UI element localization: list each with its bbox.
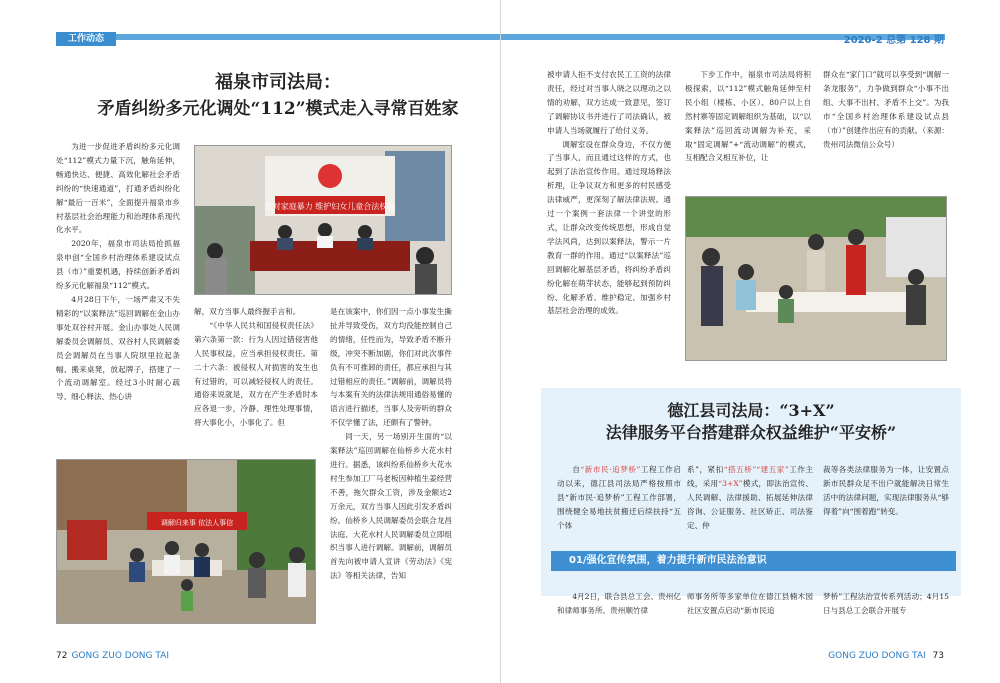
paragraph: 为进一步促进矛盾纠纷多元化调处“112”模式力量下沉，触角延伸，畅通快达、便捷、高效化解社会矛盾纠纷的“快速通道”，打通矛盾纠纷化解“最后一百米”，全面提升福泉市乡村基层社会治理能力和治理体系现代化水平。 [56,142,180,235]
article2-intro-col3 [823,463,949,543]
article1-column-1 [56,140,180,450]
paragraph: 调解室设在群众身边，不仅方便了当事人，而且通过这样的方式，也起到了法治宣传作用。通过现场释法析理，让争议双方和更多的村民感受法律威严，更深刻了解法律法规。通过一个案例一套法律一个讲堂的形式，让群众改变传统思想，形成自觉学法风尚，达到以案释法，警示一片教育一群的作用。通过“以案释法”巡回调解化解基层矛盾，将纠纷矛盾纠纷化解在萌芽状态，能够起到预防纠纷、化解矛盾、维护稳定、加强乡村基层社会治理的成效。 [547,139,671,316]
mediation-room-photo [194,145,452,295]
article1-column-2 [194,305,318,455]
text: 工作主线，采用 [687,465,813,488]
text: 系”，紧扣 [687,465,724,474]
mediation-room-illustration [195,146,452,295]
article1-title-line2: 矛盾纠纷多元化调处“112”模式走入寻常百姓家 [97,99,459,119]
right-footer [828,651,944,661]
article1-title-line1: 福泉市司法局： [215,72,341,93]
paragraph: 2020年，福泉市司法局抢抓福泉申创“全国乡村治理体系建设试点县（市）”重要机遇，持续创新矛盾纠纷多元化解福泉“112”模式。 [56,239,180,291]
article2-section-col1 [557,590,681,620]
courtyard-illustration [57,460,316,624]
article2-intro-col1 [557,463,681,543]
page-number: 73 [932,651,944,661]
paragraph: 被申请人拒不支付农民工工资的法律责任，经过对当事人晓之以理动之以情的劝解，双方达成一致意见，签订了调解协议书并进行了司法确认，被申请人当场就履行了给付义务。 [547,70,671,135]
highlight-text: “新市民·追梦桥” [580,465,641,474]
article1-column-5 [685,68,811,188]
left-footer [56,651,169,661]
paragraph: 师事务所等多家单位在德江县楠木园社区安置点启动“新市民追 [687,592,813,615]
header-rule [56,34,500,40]
outdoor-mediation-photo [685,196,947,361]
paragraph: 群众在“家门口”就可以享受到“调解一条龙服务”，力争做到群众“小事不出组、大事不出村、矛盾不上交”。为我市“全国乡村治理体系建设试点县（市）”创建作出应有的贡献。（来源：贵州司法微信公众号） [823,70,949,149]
banner-text: 调解归来事 依法人事信 [160,519,234,527]
article2-title-line1: 德江县司法局：“3+X” [667,401,835,420]
banner-text: 反对家庭暴力 维护妇女儿童合法权益 [264,202,396,211]
paragraph: 4月28日下午，一场严肃又不失精彩的“以案释法”巡回调解在金山办事处双谷村开展。金山办事处人民调解委员会调解员、双谷村人民调解委员会调解员在当事人院坝里拉起条幅、搬来桌凳，放起牌子，搭建了一个流动调解室。经过3小时耐心疏导、细心释法、热心讲 [56,294,180,402]
paragraph: 4月2日，联合县总工会、贵州亿和律师事务所、贵州顺竹律 [557,592,681,615]
paragraph: 同一天，另一场别开生面的“以案释法”巡回调解在仙桥乡大花水村进行。据悉，该纠纷系仙桥乡大花水村生参加工厂马老板因种植生姜经营不善，拖欠群众工资，涉及金额达2万余元，双方当事人因此引发矛盾纠纷。仙桥乡人民调解委员会联合龙昌法庭、大花水村人民调解委员立即组织当事人进行调解。调解前，调解员首先向被申请人宣讲《劳动法》《宪法》等相关法律，告知 [330,432,452,581]
article2-section-col2 [687,590,813,620]
section-tab: 工作动态 [56,32,116,46]
paragraph: 梦桥”工程法治宣传系列活动；4月15日与县总工会联合开展专 [823,592,949,615]
right-page [500,0,1000,683]
paragraph: 是在该案中，你们因一点小事发生撕扯并导致受伤，双方均没能控制自己的情绪，任性而为，导致矛盾不断升级，冲突不断加剧，你们对此次事件负有不可推卸的责任，都应承担与其过错相应的责任。”调解前，调解员将与本案有关的法律法规用通俗易懂的语言进行描述，当事人及旁听的群众不仅学懂了法，还颇有了警钟。 [330,307,452,428]
paragraph: “《中华人民共和国侵权责任法》第六条第一款：行为人因过错侵害他人民事权益，应当承担侵权责任。第二十六条：被侵权人对损害的发生也有过错的，可以减轻侵权人的责任。通俗来说就是，双方在产生矛盾时本应各退一步，冷静、理性处理事情，将大事化小，小事化了。但 [194,320,318,428]
footer-label: GONG ZUO DONG TAI [71,651,169,661]
article1-column-3 [330,305,452,635]
article1-column-4 [547,68,671,368]
text: 工程工作启动以来，德江县司法局严格按照市县“新市民·追梦桥”工程工作部署，围绕健全易地扶贫搬迁后续扶持“五个体 [557,465,681,530]
page-number: 72 [56,651,68,661]
paragraph: 解，双方当事人最终握手言和。 [194,307,301,316]
text: 自 [572,465,581,474]
text: 模式，即法治宣传、人民调解、法律援助、拓展延伸法律咨询、公证服务、社区矫正、司法鉴定、仲 [687,478,813,530]
courtyard-mediation-photo [56,459,316,624]
issue-label: 2020-2 总第 128 期 [843,35,944,46]
article1-column-6 [823,68,949,188]
article2-intro-col2 [687,463,813,543]
article2-section-col3 [823,590,949,620]
highlight-text: “搭五桥”“建五家” [723,465,789,474]
section-heading: 01/强化宣传氛围，着力提升新市民法治意识 [551,551,956,571]
highlight-text: “3+X” [718,478,743,488]
footer-label: GONG ZUO DONG TAI [828,651,926,661]
article2-title-line2: 法律服务平台搭建群众权益维护“平安桥” [605,423,897,442]
paragraph: 下步工作中，福泉市司法局将积极探索，以“112”模式触角延伸至村民小组（楼栋、小区）、80户以上自然村寨等固定调解组织为基础，以“以案释法”巡回流动调解为补充，采取“固定调解”+“流动调解”的模式，互相配合又相互补位，让 [685,70,811,163]
outdoor-illustration [686,197,947,361]
paragraph: 裁等各类法律服务为一体，让安置点新市民群众足不出户就能解决日常生活中的法律问题，实现法律服务从“够得着”向“围着跑”转变。 [823,465,949,516]
